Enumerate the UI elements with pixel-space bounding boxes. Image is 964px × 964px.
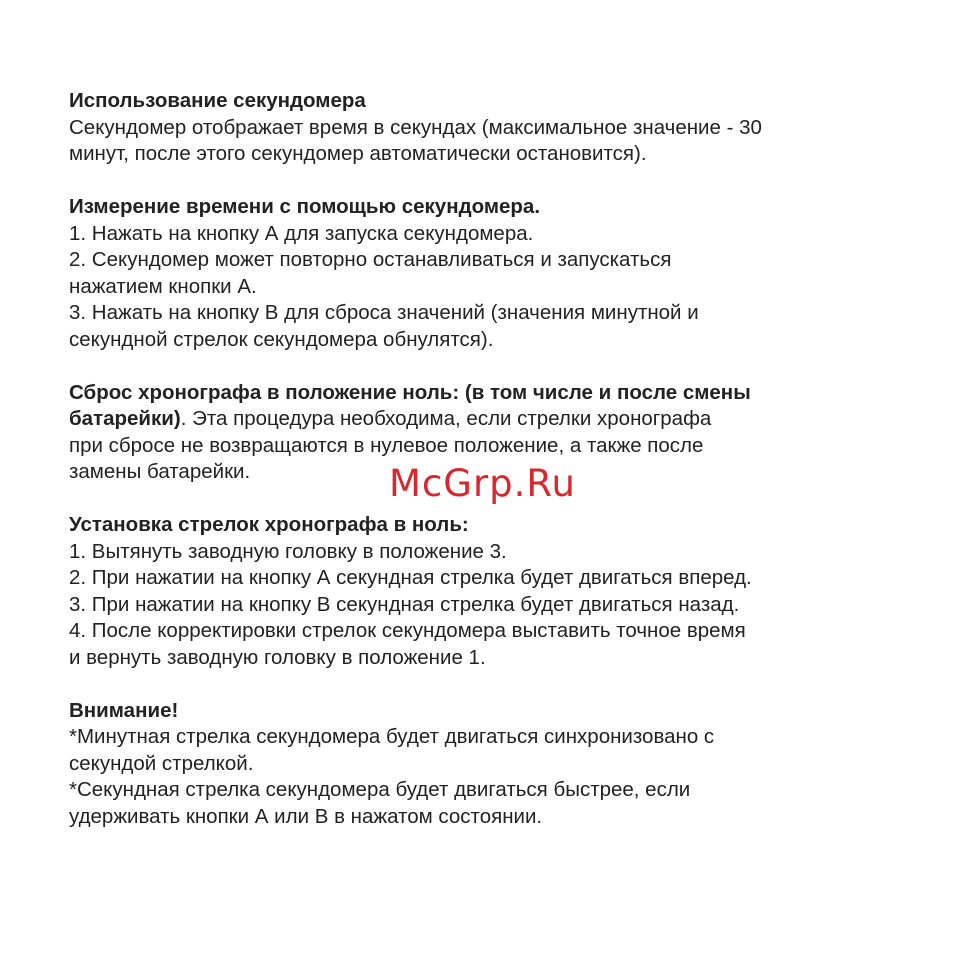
text-line: секундной стрелок секундомера обнулятся). [69,327,494,351]
text-line: замены батарейки. [69,460,251,483]
text-line: секундой стрелкой. [69,751,254,775]
section-stopwatch-usage [69,88,929,168]
text-line: *Секундная стрелка секундомера будет двигаться быстрее, если [69,778,691,801]
text-line: 1. Вытянуть заводную головку в положение 3. [69,539,507,563]
text-line: *Минутная стрелка секундомера будет двигаться синхронизовано с [69,725,715,748]
section-heading: Внимание! [69,698,179,722]
section-heading: Измерение времени с помощью секундомера. [69,195,541,218]
section-heading: Сброс хронографа в положение ноль: (в том числе и после смены [69,380,751,404]
text-line: и вернуть заводную головку в положение 1. [69,645,486,669]
section-heading: Использование секундомера [69,89,366,112]
text-line: Секундомер отображает время в секундах (максимальное значение - 30 [69,115,762,139]
text-line: 2. При нажатии на кнопку А секундная стрелка будет двигаться вперед. [69,566,752,589]
text-line: минут, после этого секундомер автоматически остановится). [69,142,647,165]
section-time-measurement [69,194,929,353]
text-fragment: . Эта процедура необходима, если стрелки хронографа [180,407,712,430]
watermark-text: McGrp.Ru [389,462,576,505]
text-line: 3. Нажать на кнопку В для сброса значений (значения минутной и [69,301,699,324]
section-hands-zero-setting [69,512,929,671]
text-line: 1. Нажать на кнопку А для запуска секундомера. [69,221,534,245]
text-line-mixed [69,406,929,433]
text-line: при сбросе не возвращаются в нулевое положение, а также после [69,433,704,457]
section-heading: Установка стрелок хронографа в ноль: [69,513,469,536]
text-line: 4. После корректировки стрелок секундомера выставить точное время [69,619,746,642]
text-line: нажатием кнопки А. [69,274,257,298]
text-line: удерживать кнопки А или В в нажатом состоянии. [69,804,543,828]
section-heading-continuation: батарейки) [69,407,181,430]
text-line: 3. При нажатии на кнопку В секундная стрелка будет двигаться назад. [69,592,740,616]
text-line: 2. Секундомер может повторно останавливаться и запускаться [69,248,672,271]
section-attention [69,698,929,831]
